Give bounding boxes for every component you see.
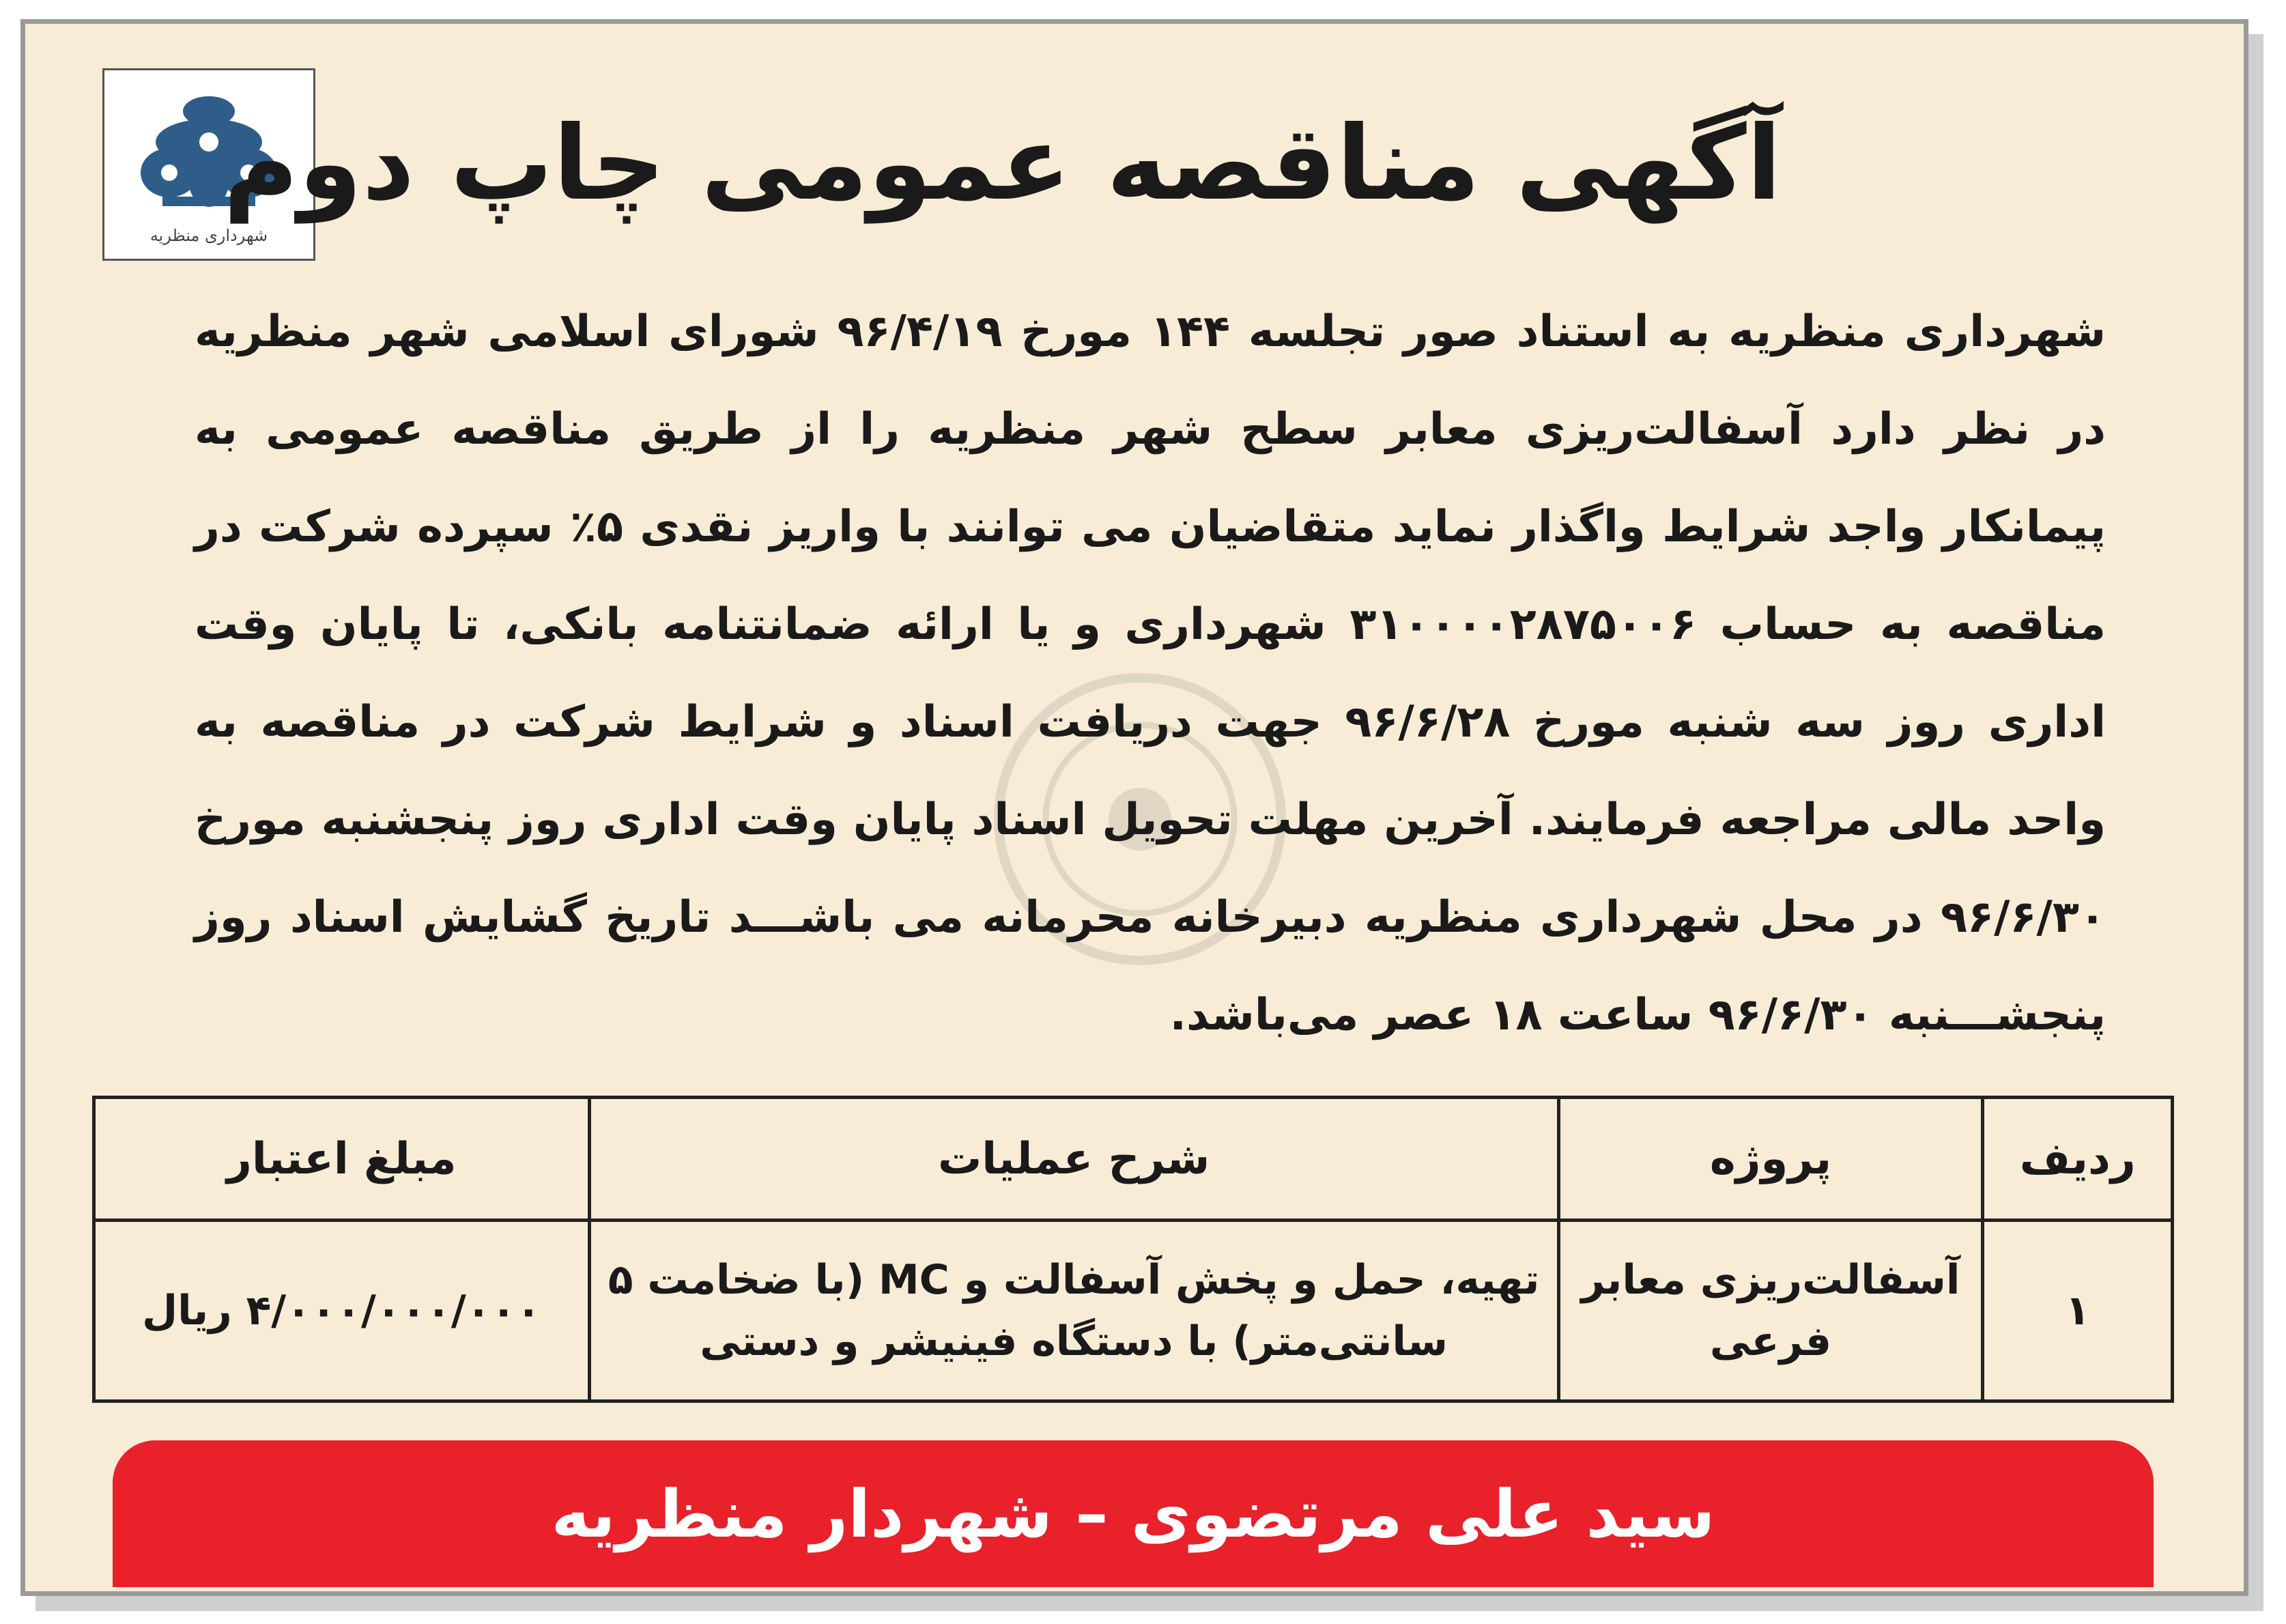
table-header-row xyxy=(94,1098,2173,1221)
ad-body-text: شهرداری منظریه به استناد صور تجلسه ۱۴۴ مورخ ۹۶/۴/۱۹ شورای اسلامی شهر منظریه در نظر دارد آسفالت‌ریزی معابر سطح شهر منظریه را از طریق مناقصه عمومی به پیمانکار واجد شرایط واگذار نماید متقاضیان می توانند با واریز نقدی ۵٪ سپرده شرکت در مناقصه به حساب ۳۱۰۰۰۰۲۸۷۵۰۰۶ شهرداری و یا ارائه ضمانتنامه بانکی، تا پایان وقت اداری روز سه شنبه مورخ ۹۶/۶/۲۸ جهت دریافت اسناد و شرایط شرکت در مناقصه به واحد مالی مراجعه فرمایند. آخرین مهلت تحویل اسناد پایان وقت اداری روز پنجشنبه مورخ ۹۶/۶/۳۰ در محل شهرداری منظریه دبیرخانه محرمانه می باشـــد تاریخ گشایش اسناد روز پنجشـــنبه ۹۶/۶/۳۰ ساعت ۱۸ عصر می‌باشد. xyxy=(195,307,2106,1040)
logo-caption: شهرداری منظریه xyxy=(149,226,268,245)
tender-table xyxy=(92,1096,2174,1403)
cell-project: آسفالت‌ریزی معابر فرعی xyxy=(1558,1221,1983,1401)
ad-title: آگهی مناقصه عمومی چاپ دوم xyxy=(223,104,1782,223)
cell-row-number: ۱ xyxy=(1983,1221,2173,1401)
header-project: پروژه xyxy=(1558,1098,1983,1221)
cell-amount: ۴/۰۰۰/۰۰۰/۰۰۰ ریال xyxy=(94,1221,590,1401)
header-row-number: ردیف xyxy=(1983,1098,2173,1221)
table-row xyxy=(94,1221,2173,1401)
signature-bar xyxy=(113,1440,2154,1587)
header-description: شرح عملیات xyxy=(589,1098,1558,1221)
mayor-signature: سید علی مرتضوی – شهردار منظریه xyxy=(551,1475,1715,1552)
header-amount: مبلغ اعتبار xyxy=(94,1098,590,1221)
cell-description: تهیه، حمل و پخش آسفالت و MC (با ضخامت ۵ سانتی‌متر) با دستگاه فینیشر و دستی xyxy=(589,1221,1558,1401)
